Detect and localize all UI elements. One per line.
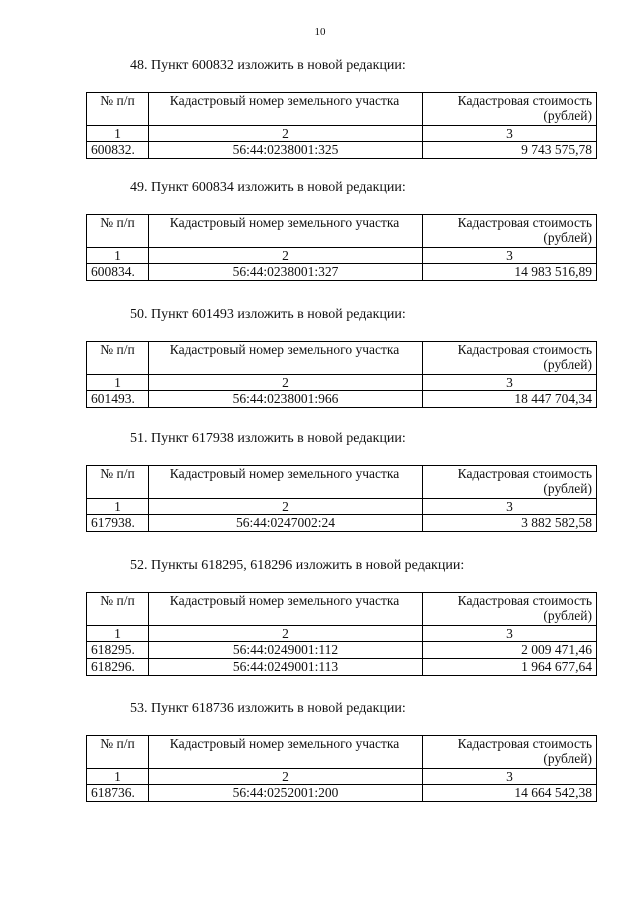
row-cadastral-number: 56:44:0238001:327: [149, 264, 423, 281]
header-cost-line2: (рублей): [543, 751, 592, 766]
section-51: [86, 431, 596, 532]
table-header-row: [87, 736, 597, 769]
header-cost-line1: Кадастровая стоимость: [457, 342, 592, 357]
header-num: № п/п: [87, 593, 149, 626]
section-48: [86, 58, 596, 159]
row-cadastral-number: 56:44:0238001:966: [149, 391, 423, 408]
table-index-row: [87, 769, 597, 785]
index-cell: 1: [87, 248, 149, 264]
index-cell: 3: [423, 769, 597, 785]
section-heading: 49. Пункт 600834 изложить в новой редакции:: [130, 180, 406, 195]
header-cadastral: Кадастровый номер земельного участка: [149, 342, 423, 375]
row-cadastral-number: 56:44:0249001:112: [149, 642, 423, 659]
cadastral-table: [86, 341, 597, 408]
index-cell: 1: [87, 375, 149, 391]
header-cadastral: Кадастровый номер земельного участка: [149, 593, 423, 626]
row-cost: 14 983 516,89: [423, 264, 597, 281]
header-cost-line2: (рублей): [543, 357, 592, 372]
row-number: 618736.: [87, 785, 149, 802]
header-num: № п/п: [87, 736, 149, 769]
index-cell: 2: [149, 126, 423, 142]
cadastral-table: [86, 92, 597, 159]
section-heading: 50. Пункт 601493 изложить в новой редакции:: [130, 307, 406, 322]
table-row: [87, 142, 597, 159]
header-cost-line1: Кадастровая стоимость: [457, 593, 592, 608]
cadastral-table: [86, 735, 597, 802]
header-cadastral: Кадастровый номер земельного участка: [149, 736, 423, 769]
index-cell: 1: [87, 126, 149, 142]
header-cadastral: Кадастровый номер земельного участка: [149, 215, 423, 248]
table-row: [87, 785, 597, 802]
index-cell: 3: [423, 375, 597, 391]
table-row: [87, 642, 597, 659]
row-number: 617938.: [87, 515, 149, 532]
header-cost: [423, 593, 597, 626]
table-row: [87, 391, 597, 408]
index-cell: 2: [149, 499, 423, 515]
page-number: 10: [314, 26, 326, 38]
header-num: № п/п: [87, 215, 149, 248]
header-cost: [423, 215, 597, 248]
table-index-row: [87, 126, 597, 142]
header-num: № п/п: [87, 342, 149, 375]
row-number: 600832.: [87, 142, 149, 159]
header-cost: [423, 736, 597, 769]
table-row: [87, 659, 597, 676]
row-cost: 9 743 575,78: [423, 142, 597, 159]
table-index-row: [87, 248, 597, 264]
section-50: [86, 307, 596, 408]
index-cell: 1: [87, 769, 149, 785]
index-cell: 2: [149, 248, 423, 264]
index-cell: 3: [423, 499, 597, 515]
index-cell: 3: [423, 126, 597, 142]
table-header-row: [87, 466, 597, 499]
header-cost-line1: Кадастровая стоимость: [457, 93, 592, 108]
index-cell: 1: [87, 499, 149, 515]
table-header-row: [87, 93, 597, 126]
row-cost: 18 447 704,34: [423, 391, 597, 408]
header-cost: [423, 342, 597, 375]
table-header-row: [87, 342, 597, 375]
table-header-row: [87, 215, 597, 248]
index-cell: 2: [149, 375, 423, 391]
header-num: № п/п: [87, 93, 149, 126]
table-index-row: [87, 375, 597, 391]
table-index-row: [87, 499, 597, 515]
header-cost-line1: Кадастровая стоимость: [457, 466, 592, 481]
table-index-row: [87, 626, 597, 642]
cadastral-table: [86, 465, 597, 532]
header-cost-line2: (рублей): [543, 481, 592, 496]
row-cost: 2 009 471,46: [423, 642, 597, 659]
row-cadastral-number: 56:44:0247002:24: [149, 515, 423, 532]
header-cost-line1: Кадастровая стоимость: [457, 736, 592, 751]
row-cost: 3 882 582,58: [423, 515, 597, 532]
index-cell: 2: [149, 769, 423, 785]
index-cell: 1: [87, 626, 149, 642]
row-cost: 14 664 542,38: [423, 785, 597, 802]
header-cost: [423, 466, 597, 499]
row-number: 618296.: [87, 659, 149, 676]
section-52: [86, 558, 596, 676]
section-49: [86, 180, 596, 281]
index-cell: 2: [149, 626, 423, 642]
index-cell: 3: [423, 626, 597, 642]
header-cost-line2: (рублей): [543, 108, 592, 123]
table-row: [87, 264, 597, 281]
section-53: [86, 701, 596, 802]
section-heading: 53. Пункт 618736 изложить в новой редакции:: [130, 701, 406, 716]
header-cadastral: Кадастровый номер земельного участка: [149, 466, 423, 499]
row-cost: 1 964 677,64: [423, 659, 597, 676]
header-cadastral: Кадастровый номер земельного участка: [149, 93, 423, 126]
section-heading: 52. Пункты 618295, 618296 изложить в новой редакции:: [130, 558, 465, 573]
cadastral-table: [86, 214, 597, 281]
header-cost-line2: (рублей): [543, 608, 592, 623]
row-number: 601493.: [87, 391, 149, 408]
table-row: [87, 515, 597, 532]
table-header-row: [87, 593, 597, 626]
header-num: № п/п: [87, 466, 149, 499]
cadastral-table: [86, 592, 597, 676]
header-cost-line2: (рублей): [543, 230, 592, 245]
row-number: 618295.: [87, 642, 149, 659]
section-heading: 48. Пункт 600832 изложить в новой редакции:: [130, 58, 406, 73]
row-cadastral-number: 56:44:0249001:113: [149, 659, 423, 676]
row-cadastral-number: 56:44:0238001:325: [149, 142, 423, 159]
row-number: 600834.: [87, 264, 149, 281]
header-cost-line1: Кадастровая стоимость: [457, 215, 592, 230]
row-cadastral-number: 56:44:0252001:200: [149, 785, 423, 802]
header-cost: [423, 93, 597, 126]
section-heading: 51. Пункт 617938 изложить в новой редакции:: [130, 431, 406, 446]
index-cell: 3: [423, 248, 597, 264]
